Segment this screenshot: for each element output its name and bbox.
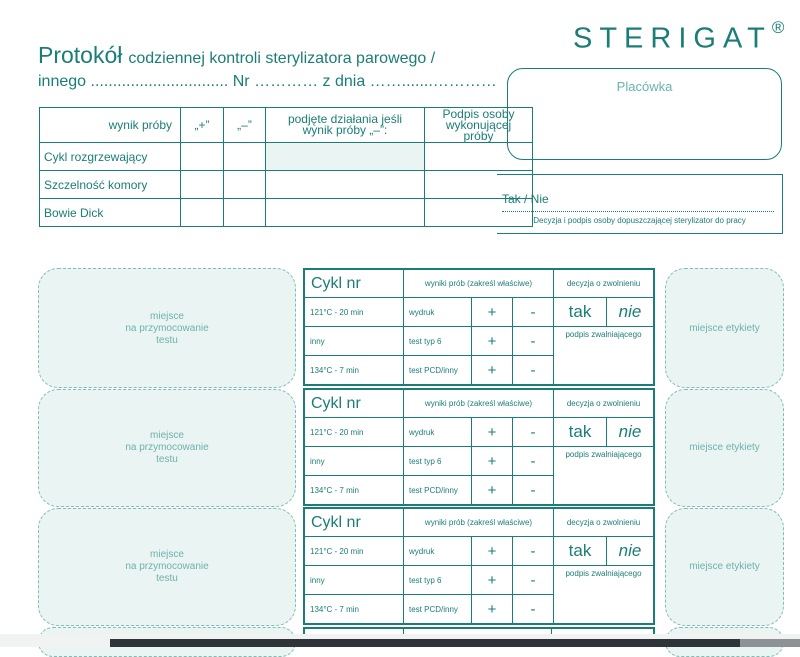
program-label: 134°C - 7 min	[305, 595, 404, 624]
decision-header: decyzja o zwolnieniu	[554, 270, 654, 298]
plus-option[interactable]: +	[472, 595, 513, 624]
cycle-title: Cykl nr	[305, 509, 404, 537]
program-label: 134°C - 7 min	[305, 356, 404, 385]
test-label: test typ 6	[404, 566, 472, 595]
minus-option[interactable]: -	[513, 298, 554, 327]
placowka-box	[507, 68, 782, 160]
plus-option[interactable]: +	[472, 447, 513, 476]
results-header: wyniki prób (zakreśl właściwe)	[404, 270, 554, 298]
decision-header: decyzja o zwolnieniu	[554, 509, 654, 537]
minus-option[interactable]: -	[513, 476, 554, 505]
cycle-title: Cykl nr	[305, 390, 404, 418]
minus-option[interactable]: -	[513, 537, 554, 566]
label-attach-box: miejsce etykiety	[665, 389, 784, 507]
bottom-bar-edge	[740, 639, 800, 647]
decision-header: decyzja o zwolnieniu	[554, 390, 654, 418]
results-header: wyniki prób (zakreśl właściwe)	[404, 390, 554, 418]
test-label: test typ 6	[404, 327, 472, 356]
program-label: inny	[305, 566, 404, 595]
release-signature[interactable]: podpis zwalniającego	[554, 566, 654, 624]
plus-option[interactable]: +	[472, 356, 513, 385]
plus-option[interactable]: +	[472, 476, 513, 505]
decision-signature-note: Decyzja i podpis osoby dopuszczającej sterylizator do pracy	[533, 216, 746, 225]
program-label: inny	[305, 327, 404, 356]
tak-option[interactable]: tak	[554, 537, 607, 566]
label-attach-box: miejsce etykiety	[665, 268, 784, 388]
program-label: 121°C - 20 min	[305, 298, 404, 327]
program-label: 121°C - 20 min	[305, 537, 404, 566]
header-podpis: Podpis osoby wykonującej próby	[425, 108, 533, 143]
plus-option[interactable]: +	[472, 418, 513, 447]
cycle-block	[303, 388, 655, 506]
header-plus: „+”	[181, 108, 224, 143]
bottom-bar-dark	[110, 639, 740, 647]
plus-cell[interactable]	[181, 143, 224, 171]
dzialania-cell[interactable]	[266, 199, 425, 227]
plus-option[interactable]: +	[472, 566, 513, 595]
minus-cell[interactable]	[224, 171, 266, 199]
header-dzialania: podjęte działania jeśli wynik próby „–”:	[266, 108, 425, 143]
row-label: Cykl rozgrzewający	[40, 143, 181, 171]
table-row	[40, 199, 533, 227]
nie-option[interactable]: nie	[607, 298, 654, 327]
dzialania-cell[interactable]	[266, 171, 425, 199]
title-main: Protokół	[38, 42, 123, 68]
program-label: 134°C - 7 min	[305, 476, 404, 505]
placowka-label: Placówka	[616, 79, 673, 94]
release-signature[interactable]: podpis zwalniającego	[554, 327, 654, 385]
label-attach-box: miejsce etykiety	[665, 508, 784, 626]
results-header-row	[40, 108, 533, 143]
test-label: test PCD/inny	[404, 356, 472, 385]
header-minus: „–”	[224, 108, 266, 143]
minus-cell[interactable]	[224, 143, 266, 171]
results-table	[39, 107, 533, 227]
sterigat-logo: STERIGAT®	[573, 18, 785, 55]
table-row	[40, 171, 533, 199]
test-label: test PCD/inny	[404, 476, 472, 505]
test-label: test typ 6	[404, 447, 472, 476]
minus-cell[interactable]	[224, 199, 266, 227]
release-signature[interactable]: podpis zwalniającego	[554, 447, 654, 505]
program-label: inny	[305, 447, 404, 476]
plus-option[interactable]: +	[472, 537, 513, 566]
nie-option[interactable]: nie	[607, 537, 654, 566]
decision-box	[497, 174, 783, 234]
cycle-block	[303, 507, 655, 625]
minus-option[interactable]: -	[513, 566, 554, 595]
page-title	[38, 42, 435, 69]
minus-option[interactable]: -	[513, 356, 554, 385]
row-label: Szczelność komory	[40, 171, 181, 199]
page-subtitle: innego ............................... Nr ………… z dnia …….......…………	[38, 73, 497, 90]
test-label: wydruk	[404, 418, 472, 447]
plus-option[interactable]: +	[472, 327, 513, 356]
test-label: test PCD/inny	[404, 595, 472, 624]
podpis-cell[interactable]	[425, 143, 533, 171]
minus-option[interactable]: -	[513, 327, 554, 356]
test-attach-box: miejsce na przymocowanie testu	[38, 268, 296, 388]
cycle-title: Cykl nr	[305, 270, 404, 298]
cycle-block	[303, 268, 655, 386]
minus-option[interactable]: -	[513, 418, 554, 447]
title-rest: codziennej kontroli sterylizatora parowego /	[128, 50, 436, 67]
signature-line	[502, 211, 774, 212]
nie-option[interactable]: nie	[607, 418, 654, 447]
row-label: Bowie Dick	[40, 199, 181, 227]
plus-cell[interactable]	[181, 171, 224, 199]
test-label: wydruk	[404, 537, 472, 566]
header-wynik-proby: wynik próby	[40, 108, 181, 143]
results-header: wyniki prób (zakreśl właściwe)	[404, 509, 554, 537]
tak-option[interactable]: tak	[554, 298, 607, 327]
tak-nie-label[interactable]: Tak / Nie	[502, 192, 549, 206]
bottom-bar	[0, 634, 800, 647]
dzialania-cell[interactable]	[266, 143, 425, 171]
tak-option[interactable]: tak	[554, 418, 607, 447]
table-row	[40, 143, 533, 171]
minus-option[interactable]: -	[513, 447, 554, 476]
minus-option[interactable]: -	[513, 595, 554, 624]
test-label: wydruk	[404, 298, 472, 327]
plus-cell[interactable]	[181, 199, 224, 227]
test-attach-box: miejsce na przymocowanie testu	[38, 508, 296, 626]
program-label: 121°C - 20 min	[305, 418, 404, 447]
plus-option[interactable]: +	[472, 298, 513, 327]
test-attach-box: miejsce na przymocowanie testu	[38, 389, 296, 507]
